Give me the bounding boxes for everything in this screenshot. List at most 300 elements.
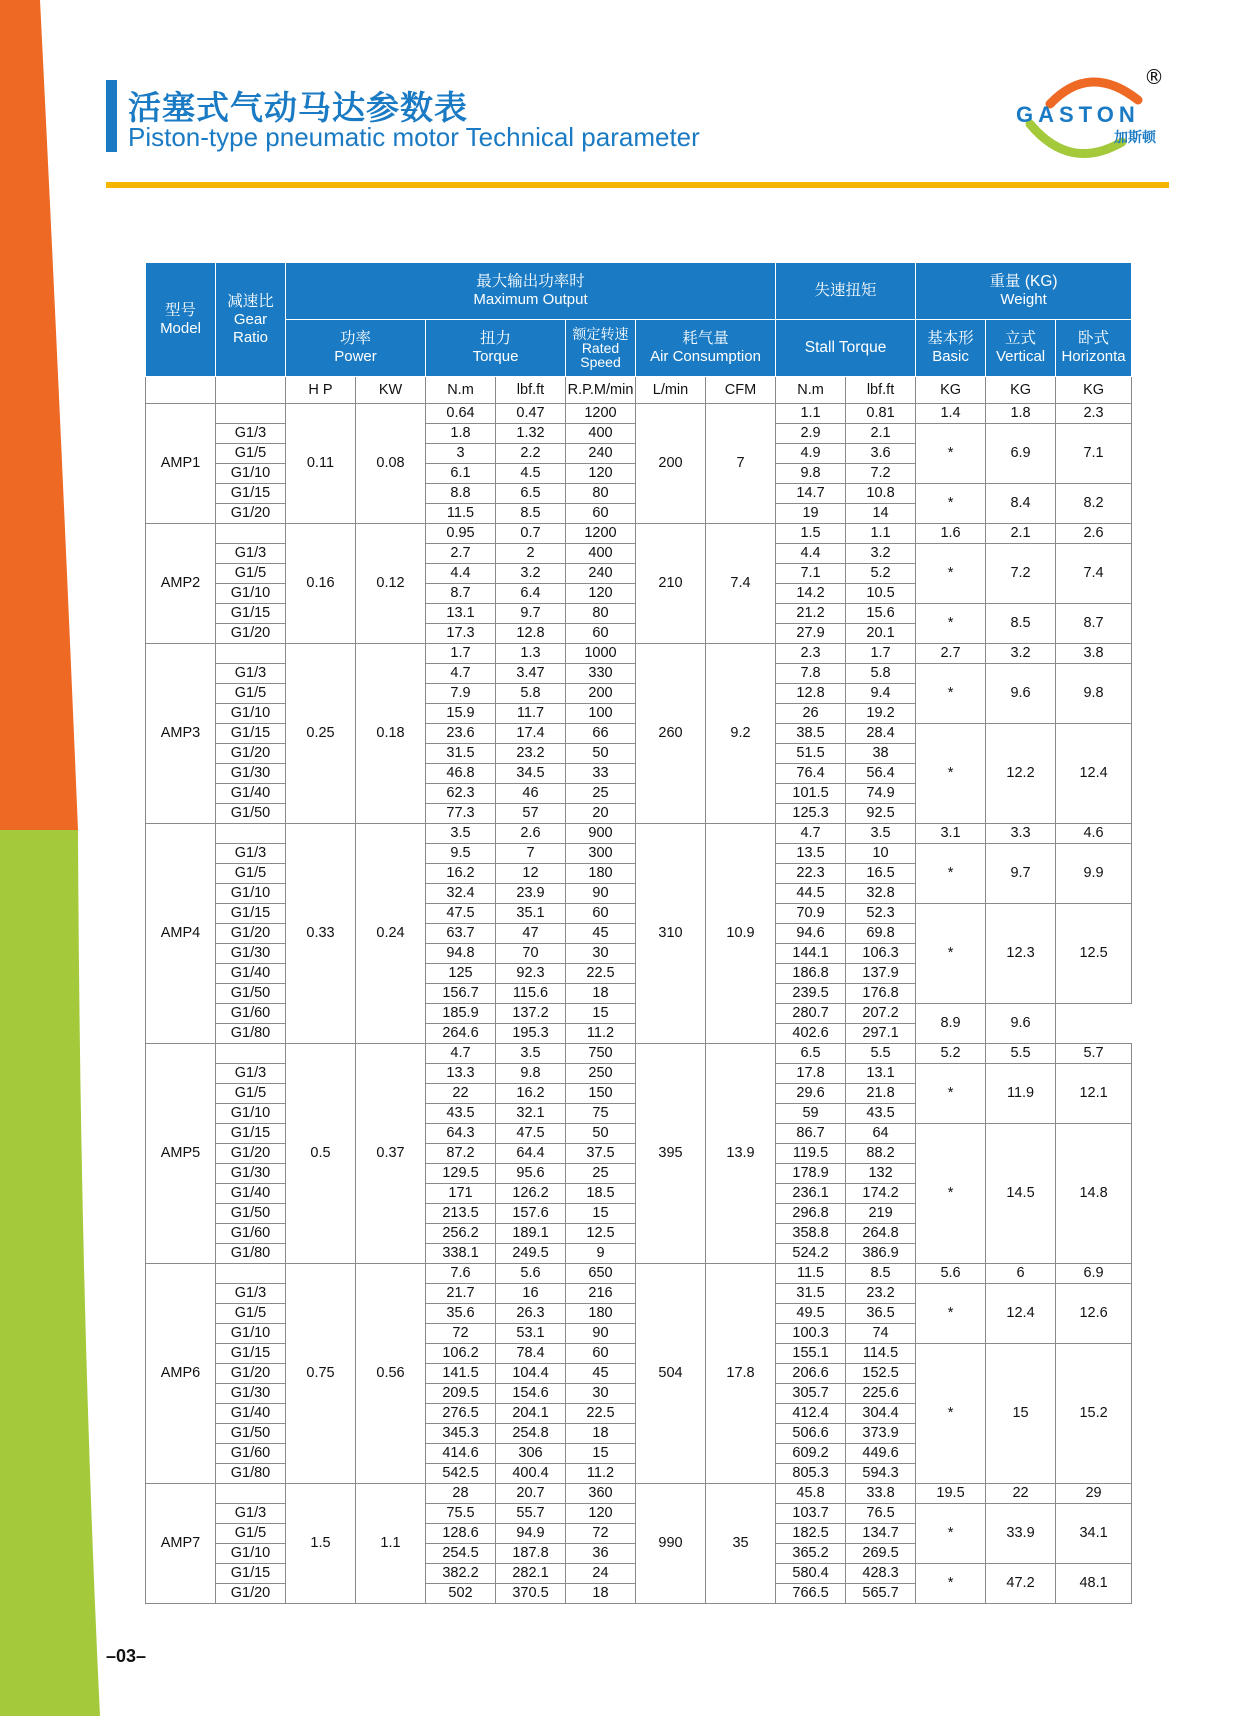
stall-nm-cell: 86.7: [776, 1124, 846, 1144]
stall-lbfft-cell: 152.5: [846, 1364, 916, 1384]
model-cell: AMP4: [146, 824, 216, 1044]
logo-wordmark: GASTON: [1016, 102, 1140, 127]
speed-cell: 1000: [566, 644, 636, 664]
table-row: [146, 644, 1132, 664]
stall-nm-cell: 100.3: [776, 1324, 846, 1344]
gear-ratio-cell: [216, 1044, 286, 1064]
air-cfm-cell: 7: [706, 404, 776, 524]
weight-horizontal-cell: 7.1: [1056, 424, 1132, 484]
gear-ratio-cell: G1/30: [216, 764, 286, 784]
stall-nm-cell: 1.1: [776, 404, 846, 424]
speed-cell: 180: [566, 864, 636, 884]
gear-ratio-cell: G1/5: [216, 1084, 286, 1104]
torque-lbfft-cell: 3.2: [496, 564, 566, 584]
torque-nm-cell: 8.8: [426, 484, 496, 504]
speed-cell: 250: [566, 1064, 636, 1084]
torque-lbfft-cell: 26.3: [496, 1304, 566, 1324]
weight-horizontal-cell: 29: [1056, 1484, 1132, 1504]
gear-ratio-cell: G1/60: [216, 1444, 286, 1464]
stall-lbfft-cell: 52.3: [846, 904, 916, 924]
weight-vertical-cell: 6: [986, 1264, 1056, 1284]
logo-arc-bottom: [1030, 124, 1122, 154]
stall-lbfft-cell: 92.5: [846, 804, 916, 824]
torque-nm-cell: 31.5: [426, 744, 496, 764]
torque-nm-cell: 22: [426, 1084, 496, 1104]
gear-ratio-cell: G1/80: [216, 1024, 286, 1044]
torque-nm-cell: 3: [426, 444, 496, 464]
weight-basic-cell: 5.2: [916, 1044, 986, 1064]
stall-nm-cell: 236.1: [776, 1184, 846, 1204]
gear-ratio-cell: G1/3: [216, 1284, 286, 1304]
gear-ratio-cell: G1/10: [216, 704, 286, 724]
torque-nm-cell: 47.5: [426, 904, 496, 924]
torque-lbfft-cell: 204.1: [496, 1404, 566, 1424]
stall-nm-cell: 11.5: [776, 1264, 846, 1284]
torque-lbfft-cell: 70: [496, 944, 566, 964]
stall-nm-cell: 280.7: [776, 1004, 846, 1024]
gear-ratio-cell: G1/40: [216, 1184, 286, 1204]
kw-cell: 0.18: [356, 644, 426, 824]
air-lmin-cell: 504: [636, 1264, 706, 1484]
torque-lbfft-cell: 47.5: [496, 1124, 566, 1144]
speed-cell: 22.5: [566, 964, 636, 984]
stall-nm-cell: 21.2: [776, 604, 846, 624]
torque-nm-cell: 185.9: [426, 1004, 496, 1024]
speed-cell: 120: [566, 584, 636, 604]
weight-basic-cell: *: [916, 604, 986, 644]
unit-blank: [216, 377, 286, 404]
weight-horizontal-cell: 9.6: [986, 1004, 1056, 1044]
stall-nm-cell: 178.9: [776, 1164, 846, 1184]
gear-ratio-cell: G1/30: [216, 944, 286, 964]
weight-vertical-cell: 11.9: [986, 1064, 1056, 1124]
stall-lbfft-cell: 3.6: [846, 444, 916, 464]
speed-cell: 400: [566, 544, 636, 564]
torque-nm-cell: 106.2: [426, 1344, 496, 1364]
stall-lbfft-cell: 74: [846, 1324, 916, 1344]
air-cfm-cell: 17.8: [706, 1264, 776, 1484]
torque-lbfft-cell: 306: [496, 1444, 566, 1464]
gear-ratio-cell: G1/80: [216, 1244, 286, 1264]
weight-horizontal-cell: 12.6: [1056, 1284, 1132, 1344]
speed-cell: 30: [566, 944, 636, 964]
gear-ratio-cell: G1/10: [216, 1544, 286, 1564]
weight-basic-cell: 5.6: [916, 1264, 986, 1284]
stall-lbfft-cell: 134.7: [846, 1524, 916, 1544]
unit-cfm: CFM: [706, 377, 776, 404]
speed-cell: 80: [566, 484, 636, 504]
torque-lbfft-cell: 8.5: [496, 504, 566, 524]
unit-stall-nm: N.m: [776, 377, 846, 404]
torque-nm-cell: 276.5: [426, 1404, 496, 1424]
torque-lbfft-cell: 94.9: [496, 1524, 566, 1544]
torque-lbfft-cell: 154.6: [496, 1384, 566, 1404]
stall-lbfft-cell: 43.5: [846, 1104, 916, 1124]
weight-horizontal-cell: 9.9: [1056, 844, 1132, 904]
speed-cell: 20: [566, 804, 636, 824]
stall-lbfft-cell: 32.8: [846, 884, 916, 904]
torque-lbfft-cell: 78.4: [496, 1344, 566, 1364]
gear-ratio-cell: [216, 404, 286, 424]
hp-cell: 0.5: [286, 1044, 356, 1264]
stall-nm-cell: 26: [776, 704, 846, 724]
torque-lbfft-cell: 282.1: [496, 1564, 566, 1584]
stall-nm-cell: 506.6: [776, 1424, 846, 1444]
speed-cell: 11.2: [566, 1464, 636, 1484]
unit-kg-vertical: KG: [986, 377, 1056, 404]
weight-vertical-cell: 1.8: [986, 404, 1056, 424]
weight-basic-cell: *: [916, 1564, 986, 1604]
torque-nm-cell: 28: [426, 1484, 496, 1504]
torque-lbfft-cell: 195.3: [496, 1024, 566, 1044]
stall-nm-cell: 402.6: [776, 1024, 846, 1044]
weight-basic-cell: 19.5: [916, 1484, 986, 1504]
stall-nm-cell: 412.4: [776, 1404, 846, 1424]
hp-cell: 0.33: [286, 824, 356, 1044]
torque-lbfft-cell: 5.8: [496, 684, 566, 704]
unit-torque-nm: N.m: [426, 377, 496, 404]
stall-lbfft-cell: 207.2: [846, 1004, 916, 1024]
weight-vertical-cell: 12.4: [986, 1284, 1056, 1344]
torque-nm-cell: 156.7: [426, 984, 496, 1004]
torque-lbfft-cell: 9.8: [496, 1064, 566, 1084]
torque-lbfft-cell: 64.4: [496, 1144, 566, 1164]
torque-lbfft-cell: 11.7: [496, 704, 566, 724]
speed-cell: 360: [566, 1484, 636, 1504]
header-basic: 基本形 Basic: [916, 320, 986, 377]
stall-lbfft-cell: 0.81: [846, 404, 916, 424]
weight-horizontal-cell: 48.1: [1056, 1564, 1132, 1604]
stall-lbfft-cell: 264.8: [846, 1224, 916, 1244]
speed-cell: 90: [566, 884, 636, 904]
stall-lbfft-cell: 5.5: [846, 1044, 916, 1064]
stall-nm-cell: 38.5: [776, 724, 846, 744]
weight-horizontal-cell: 14.8: [1056, 1124, 1132, 1264]
title-accent-bar: [106, 80, 117, 152]
torque-nm-cell: 3.5: [426, 824, 496, 844]
stall-lbfft-cell: 176.8: [846, 984, 916, 1004]
kw-cell: 0.24: [356, 824, 426, 1044]
stall-nm-cell: 144.1: [776, 944, 846, 964]
stall-lbfft-cell: 9.4: [846, 684, 916, 704]
stall-lbfft-cell: 23.2: [846, 1284, 916, 1304]
stall-lbfft-cell: 565.7: [846, 1584, 916, 1604]
stall-nm-cell: 524.2: [776, 1244, 846, 1264]
torque-lbfft-cell: 370.5: [496, 1584, 566, 1604]
unit-torque-lbfft: lbf.ft: [496, 377, 566, 404]
stall-lbfft-cell: 132: [846, 1164, 916, 1184]
stall-lbfft-cell: 74.9: [846, 784, 916, 804]
stall-lbfft-cell: 1.1: [846, 524, 916, 544]
torque-nm-cell: 1.7: [426, 644, 496, 664]
torque-nm-cell: 35.6: [426, 1304, 496, 1324]
header-gear-ratio: 减速比 Gear Ratio: [216, 263, 286, 377]
speed-cell: 37.5: [566, 1144, 636, 1164]
gear-ratio-cell: G1/3: [216, 424, 286, 444]
model-cell: AMP2: [146, 524, 216, 644]
speed-cell: 30: [566, 1384, 636, 1404]
weight-horizontal-cell: 7.4: [1056, 544, 1132, 604]
weight-vertical-cell: 3.3: [986, 824, 1056, 844]
header-vertical: 立式 Vertical: [986, 320, 1056, 377]
air-lmin-cell: 260: [636, 644, 706, 824]
speed-cell: 22.5: [566, 1404, 636, 1424]
stall-lbfft-cell: 20.1: [846, 624, 916, 644]
torque-lbfft-cell: 35.1: [496, 904, 566, 924]
torque-nm-cell: 1.8: [426, 424, 496, 444]
weight-vertical-cell: 14.5: [986, 1124, 1056, 1264]
torque-lbfft-cell: 95.6: [496, 1164, 566, 1184]
speed-cell: 66: [566, 724, 636, 744]
torque-nm-cell: 75.5: [426, 1504, 496, 1524]
torque-nm-cell: 4.7: [426, 664, 496, 684]
torque-nm-cell: 87.2: [426, 1144, 496, 1164]
torque-nm-cell: 32.4: [426, 884, 496, 904]
stall-nm-cell: 59: [776, 1104, 846, 1124]
weight-vertical-cell: 15: [986, 1344, 1056, 1484]
model-cell: AMP5: [146, 1044, 216, 1264]
stall-nm-cell: 1.5: [776, 524, 846, 544]
weight-vertical-cell: 9.6: [986, 664, 1056, 724]
torque-lbfft-cell: 17.4: [496, 724, 566, 744]
stall-nm-cell: 9.8: [776, 464, 846, 484]
weight-basic-cell: *: [916, 844, 986, 904]
gear-ratio-cell: G1/20: [216, 1584, 286, 1604]
speed-cell: 240: [566, 564, 636, 584]
hp-cell: 1.5: [286, 1484, 356, 1604]
unit-kw: KW: [356, 377, 426, 404]
table-row: [146, 824, 1132, 844]
header-torque: 扭力 Torque: [426, 320, 566, 377]
torque-nm-cell: 21.7: [426, 1284, 496, 1304]
gear-ratio-cell: G1/20: [216, 924, 286, 944]
torque-nm-cell: 264.6: [426, 1024, 496, 1044]
stall-lbfft-cell: 269.5: [846, 1544, 916, 1564]
stall-lbfft-cell: 225.6: [846, 1384, 916, 1404]
stall-lbfft-cell: 19.2: [846, 704, 916, 724]
torque-lbfft-cell: 7: [496, 844, 566, 864]
hp-cell: 0.11: [286, 404, 356, 524]
weight-horizontal-cell: 3.8: [1056, 644, 1132, 664]
gear-ratio-cell: [216, 1264, 286, 1284]
torque-nm-cell: 13.1: [426, 604, 496, 624]
speed-cell: 9: [566, 1244, 636, 1264]
speed-cell: 180: [566, 1304, 636, 1324]
torque-nm-cell: 72: [426, 1324, 496, 1344]
stall-lbfft-cell: 114.5: [846, 1344, 916, 1364]
table-row: [146, 1484, 1132, 1504]
stall-nm-cell: 12.8: [776, 684, 846, 704]
torque-nm-cell: 338.1: [426, 1244, 496, 1264]
torque-nm-cell: 13.3: [426, 1064, 496, 1084]
weight-horizontal-cell: 34.1: [1056, 1504, 1132, 1564]
gear-ratio-cell: G1/50: [216, 1204, 286, 1224]
weight-horizontal-cell: 6.9: [1056, 1264, 1132, 1284]
weight-vertical-cell: 2.1: [986, 524, 1056, 544]
stall-lbfft-cell: 10.8: [846, 484, 916, 504]
table-row: [146, 1044, 1132, 1064]
header-weight: 重量 (KG) Weight: [916, 263, 1132, 320]
speed-cell: 18: [566, 1424, 636, 1444]
stall-lbfft-cell: 76.5: [846, 1504, 916, 1524]
stall-lbfft-cell: 106.3: [846, 944, 916, 964]
kw-cell: 0.56: [356, 1264, 426, 1484]
speed-cell: 60: [566, 624, 636, 644]
page-number: –03–: [106, 1646, 147, 1666]
torque-lbfft-cell: 5.6: [496, 1264, 566, 1284]
stall-nm-cell: 103.7: [776, 1504, 846, 1524]
stall-lbfft-cell: 10.5: [846, 584, 916, 604]
weight-horizontal-cell: 12.1: [1056, 1064, 1132, 1124]
table-row: [146, 1264, 1132, 1284]
stall-lbfft-cell: 36.5: [846, 1304, 916, 1324]
speed-cell: 18.5: [566, 1184, 636, 1204]
stall-lbfft-cell: 14: [846, 504, 916, 524]
stall-nm-cell: 4.7: [776, 824, 846, 844]
weight-vertical-cell: 8.4: [986, 484, 1056, 524]
header-air-consumption: 耗气量 Air Consumption: [636, 320, 776, 377]
gear-ratio-cell: G1/3: [216, 1504, 286, 1524]
weight-horizontal-cell: 12.4: [1056, 724, 1132, 824]
speed-cell: 33: [566, 764, 636, 784]
speed-cell: 50: [566, 744, 636, 764]
stall-nm-cell: 44.5: [776, 884, 846, 904]
stall-lbfft-cell: 13.1: [846, 1064, 916, 1084]
torque-lbfft-cell: 126.2: [496, 1184, 566, 1204]
hp-cell: 0.75: [286, 1264, 356, 1484]
gear-ratio-cell: G1/5: [216, 1304, 286, 1324]
torque-lbfft-cell: 53.1: [496, 1324, 566, 1344]
torque-lbfft-cell: 6.4: [496, 584, 566, 604]
torque-nm-cell: 213.5: [426, 1204, 496, 1224]
stall-lbfft-cell: 219: [846, 1204, 916, 1224]
torque-lbfft-cell: 1.32: [496, 424, 566, 444]
speed-cell: 75: [566, 1104, 636, 1124]
weight-basic-cell: *: [916, 1344, 986, 1484]
header-model: 型号 Model: [146, 263, 216, 377]
torque-nm-cell: 209.5: [426, 1384, 496, 1404]
weight-basic-cell: *: [916, 484, 986, 524]
torque-nm-cell: 542.5: [426, 1464, 496, 1484]
torque-lbfft-cell: 249.5: [496, 1244, 566, 1264]
speed-cell: 15: [566, 1444, 636, 1464]
gear-ratio-cell: G1/15: [216, 724, 286, 744]
gear-ratio-cell: G1/80: [216, 1464, 286, 1484]
stall-lbfft-cell: 1.7: [846, 644, 916, 664]
weight-basic-cell: *: [916, 424, 986, 484]
stall-nm-cell: 805.3: [776, 1464, 846, 1484]
stall-nm-cell: 94.6: [776, 924, 846, 944]
torque-nm-cell: 9.5: [426, 844, 496, 864]
registered-mark: ®: [1144, 65, 1164, 89]
stall-nm-cell: 7.8: [776, 664, 846, 684]
speed-cell: 90: [566, 1324, 636, 1344]
unit-hp: H P: [286, 377, 356, 404]
gear-ratio-cell: [216, 824, 286, 844]
green-band: [0, 830, 100, 1716]
gear-ratio-cell: G1/20: [216, 1364, 286, 1384]
kw-cell: 1.1: [356, 1484, 426, 1604]
weight-basic-cell: 3.1: [916, 824, 986, 844]
gear-ratio-cell: G1/15: [216, 1124, 286, 1144]
torque-nm-cell: 46.8: [426, 764, 496, 784]
model-cell: AMP7: [146, 1484, 216, 1604]
torque-nm-cell: 128.6: [426, 1524, 496, 1544]
torque-lbfft-cell: 157.6: [496, 1204, 566, 1224]
air-lmin-cell: 395: [636, 1044, 706, 1264]
page-title-en: Piston-type pneumatic motor Technical parameter: [128, 122, 700, 152]
gear-ratio-cell: G1/5: [216, 444, 286, 464]
unit-lmin: L/min: [636, 377, 706, 404]
stall-lbfft-cell: 56.4: [846, 764, 916, 784]
header-stall-torque-cn: 失速扭矩: [776, 263, 916, 320]
gear-ratio-cell: G1/20: [216, 744, 286, 764]
air-lmin-cell: 990: [636, 1484, 706, 1604]
header-stall-torque-en: Stall Torque: [776, 320, 916, 377]
gear-ratio-cell: G1/5: [216, 564, 286, 584]
stall-lbfft-cell: 373.9: [846, 1424, 916, 1444]
header-horizontal: 卧式 Horizonta: [1056, 320, 1132, 377]
torque-nm-cell: 414.6: [426, 1444, 496, 1464]
header-max-output: 最大输出功率时 Maximum Output: [286, 263, 776, 320]
torque-lbfft-cell: 12.8: [496, 624, 566, 644]
weight-vertical-cell: 5.5: [986, 1044, 1056, 1064]
torque-lbfft-cell: 104.4: [496, 1364, 566, 1384]
weight-vertical-cell: 9.7: [986, 844, 1056, 904]
gear-ratio-cell: G1/40: [216, 1404, 286, 1424]
unit-rpm: R.P.M/min: [566, 377, 636, 404]
hp-cell: 0.16: [286, 524, 356, 644]
weight-vertical-cell: 7.2: [986, 544, 1056, 604]
torque-nm-cell: 16.2: [426, 864, 496, 884]
torque-nm-cell: 4.7: [426, 1044, 496, 1064]
torque-nm-cell: 7.9: [426, 684, 496, 704]
torque-nm-cell: 502: [426, 1584, 496, 1604]
stall-nm-cell: 76.4: [776, 764, 846, 784]
speed-cell: 120: [566, 464, 636, 484]
stall-lbfft-cell: 21.8: [846, 1084, 916, 1104]
torque-lbfft-cell: 23.2: [496, 744, 566, 764]
speed-cell: 1200: [566, 524, 636, 544]
stall-nm-cell: 13.5: [776, 844, 846, 864]
torque-nm-cell: 63.7: [426, 924, 496, 944]
weight-basic-cell: *: [916, 664, 986, 724]
speed-cell: 200: [566, 684, 636, 704]
stall-nm-cell: 206.6: [776, 1364, 846, 1384]
gear-ratio-cell: G1/10: [216, 464, 286, 484]
gear-ratio-cell: G1/3: [216, 664, 286, 684]
speed-cell: 11.2: [566, 1024, 636, 1044]
gear-ratio-cell: G1/3: [216, 844, 286, 864]
stall-lbfft-cell: 2.1: [846, 424, 916, 444]
torque-nm-cell: 4.4: [426, 564, 496, 584]
stall-nm-cell: 239.5: [776, 984, 846, 1004]
air-cfm-cell: 13.9: [706, 1044, 776, 1264]
torque-nm-cell: 11.5: [426, 504, 496, 524]
stall-lbfft-cell: 5.8: [846, 664, 916, 684]
torque-lbfft-cell: 6.5: [496, 484, 566, 504]
gear-ratio-cell: G1/10: [216, 1324, 286, 1344]
stall-nm-cell: 49.5: [776, 1304, 846, 1324]
weight-horizontal-cell: 12.5: [1056, 904, 1132, 1004]
gear-ratio-cell: G1/20: [216, 504, 286, 524]
stall-nm-cell: 17.8: [776, 1064, 846, 1084]
stall-lbfft-cell: 3.2: [846, 544, 916, 564]
torque-lbfft-cell: 189.1: [496, 1224, 566, 1244]
torque-lbfft-cell: 57: [496, 804, 566, 824]
stall-nm-cell: 101.5: [776, 784, 846, 804]
weight-vertical-cell: 12.2: [986, 724, 1056, 824]
